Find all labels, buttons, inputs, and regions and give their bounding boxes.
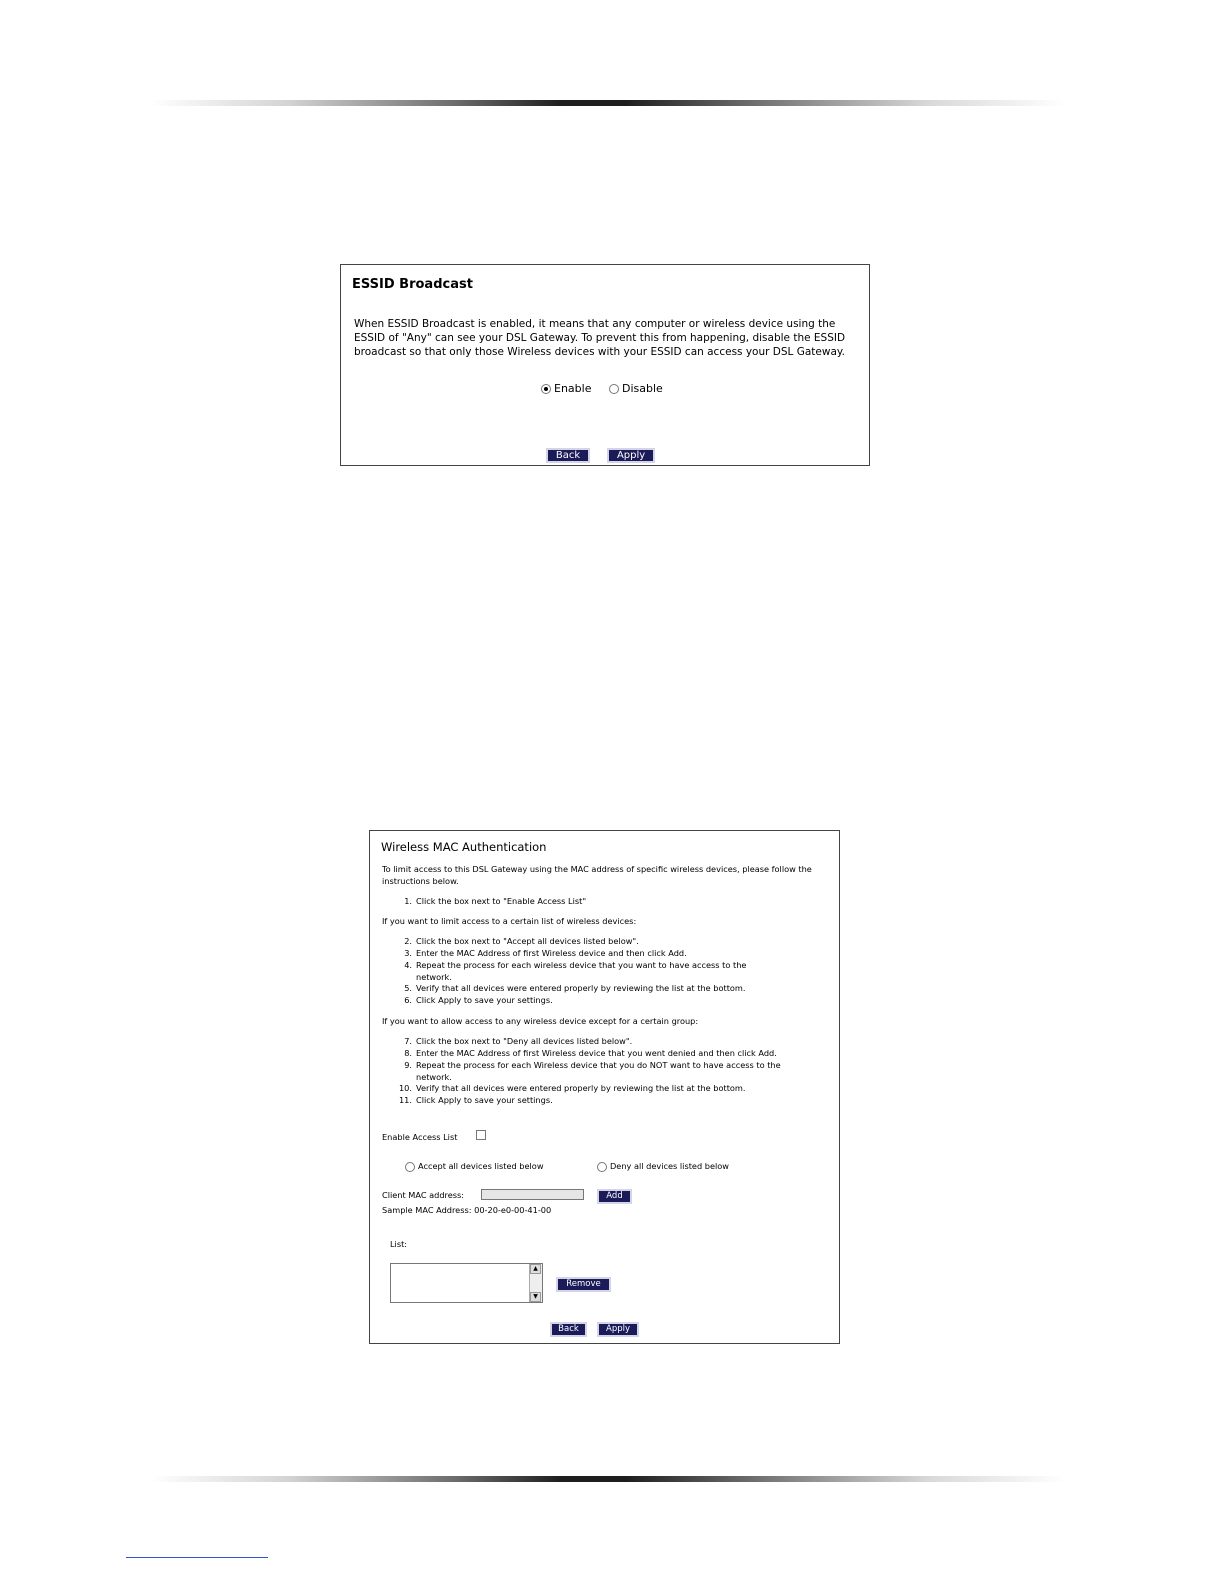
essid-description: When ESSID Broadcast is enabled, it means that any computer or wireless device using the ESSID of "Any" can see your DSL Gateway. To prevent this from happening, disable the ESSID broadcast so that only those Wireless devices with your ESSID can access your DSL Gateway. (354, 318, 846, 358)
disable-option[interactable] (609, 382, 663, 395)
mac-back-button[interactable]: Back (550, 1322, 587, 1337)
step-3: 3. Enter the MAC Address of first Wireless device and then click Add. (404, 948, 687, 958)
step-5: 5. Verify that all devices were entered properly by reviewing the list at the bottom. (404, 983, 746, 993)
enable-access-list-checkbox[interactable] (476, 1130, 486, 1140)
list-scrollbar[interactable] (529, 1264, 542, 1302)
essid-apply-button[interactable]: Apply (607, 448, 655, 463)
section-accept-heading: If you want to limit access to a certain list of wireless devices: (382, 916, 637, 926)
section-deny-heading: If you want to allow access to any wireless device except for a certain group: (382, 1016, 699, 1026)
mac-apply-button[interactable]: Apply (597, 1322, 639, 1337)
deny-radio-icon[interactable] (597, 1162, 607, 1172)
footer-rule (150, 1476, 1065, 1482)
essid-button-row (546, 443, 655, 463)
mac-list-box[interactable] (390, 1263, 543, 1303)
enable-label: Enable (554, 382, 592, 395)
footer-link-underline (126, 1557, 268, 1558)
client-mac-input[interactable] (481, 1189, 584, 1200)
sample-mac-text: Sample MAC Address: 00-20-e0-00-41-00 (382, 1205, 552, 1215)
accept-radio-icon[interactable] (405, 1162, 415, 1172)
step-9: 9. Repeat the process for each Wireless device that you do NOT want to have access to the network. (404, 1060, 781, 1082)
step-10: 10. Verify that all devices were entered properly by reviewing the list at the bottom. (398, 1083, 746, 1093)
essid-back-button[interactable]: Back (546, 448, 590, 463)
essid-radio-group (541, 382, 663, 395)
essid-broadcast-panel (340, 264, 870, 466)
accept-label: Accept all devices listed below (418, 1161, 544, 1171)
disable-radio-icon[interactable] (609, 384, 619, 394)
step-1: 1. Click the box next to "Enable Access List" (404, 896, 587, 906)
essid-title: ESSID Broadcast (352, 277, 473, 292)
deny-option[interactable] (597, 1161, 729, 1173)
scroll-down-icon[interactable]: ▼ (530, 1292, 541, 1302)
client-mac-label: Client MAC address: (382, 1190, 465, 1200)
enable-access-list-label: Enable Access List (382, 1132, 458, 1142)
deny-label: Deny all devices listed below (610, 1161, 729, 1171)
step-7: 7. Click the box next to "Deny all devices listed below". (404, 1036, 633, 1046)
step-6: 6. Click Apply to save your settings. (404, 995, 553, 1005)
mac-auth-panel (369, 830, 840, 1344)
mac-intro: To limit access to this DSL Gateway using the MAC address of specific wireless devices, please follow the instructions below. (382, 864, 812, 886)
enable-option[interactable] (541, 382, 595, 395)
accept-option[interactable] (405, 1161, 544, 1173)
step-11: 11. Click Apply to save your settings. (398, 1095, 553, 1105)
step-8: 8. Enter the MAC Address of first Wireless device that you went denied and then click Add. (404, 1048, 777, 1058)
disable-label: Disable (621, 382, 663, 395)
header-rule (150, 100, 1065, 106)
add-button[interactable]: Add (597, 1189, 632, 1204)
step-2: 2. Click the box next to "Accept all devices listed below". (404, 936, 639, 946)
enable-radio-icon[interactable] (541, 384, 551, 394)
scroll-up-icon[interactable]: ▲ (530, 1264, 541, 1274)
step-4: 4. Repeat the process for each wireless device that you want to have access to the network. (404, 960, 747, 982)
mac-title: Wireless MAC Authentication (381, 840, 547, 854)
enable-access-list-row (382, 1132, 486, 1144)
list-label: List: (390, 1239, 408, 1249)
remove-button[interactable]: Remove (556, 1277, 611, 1292)
